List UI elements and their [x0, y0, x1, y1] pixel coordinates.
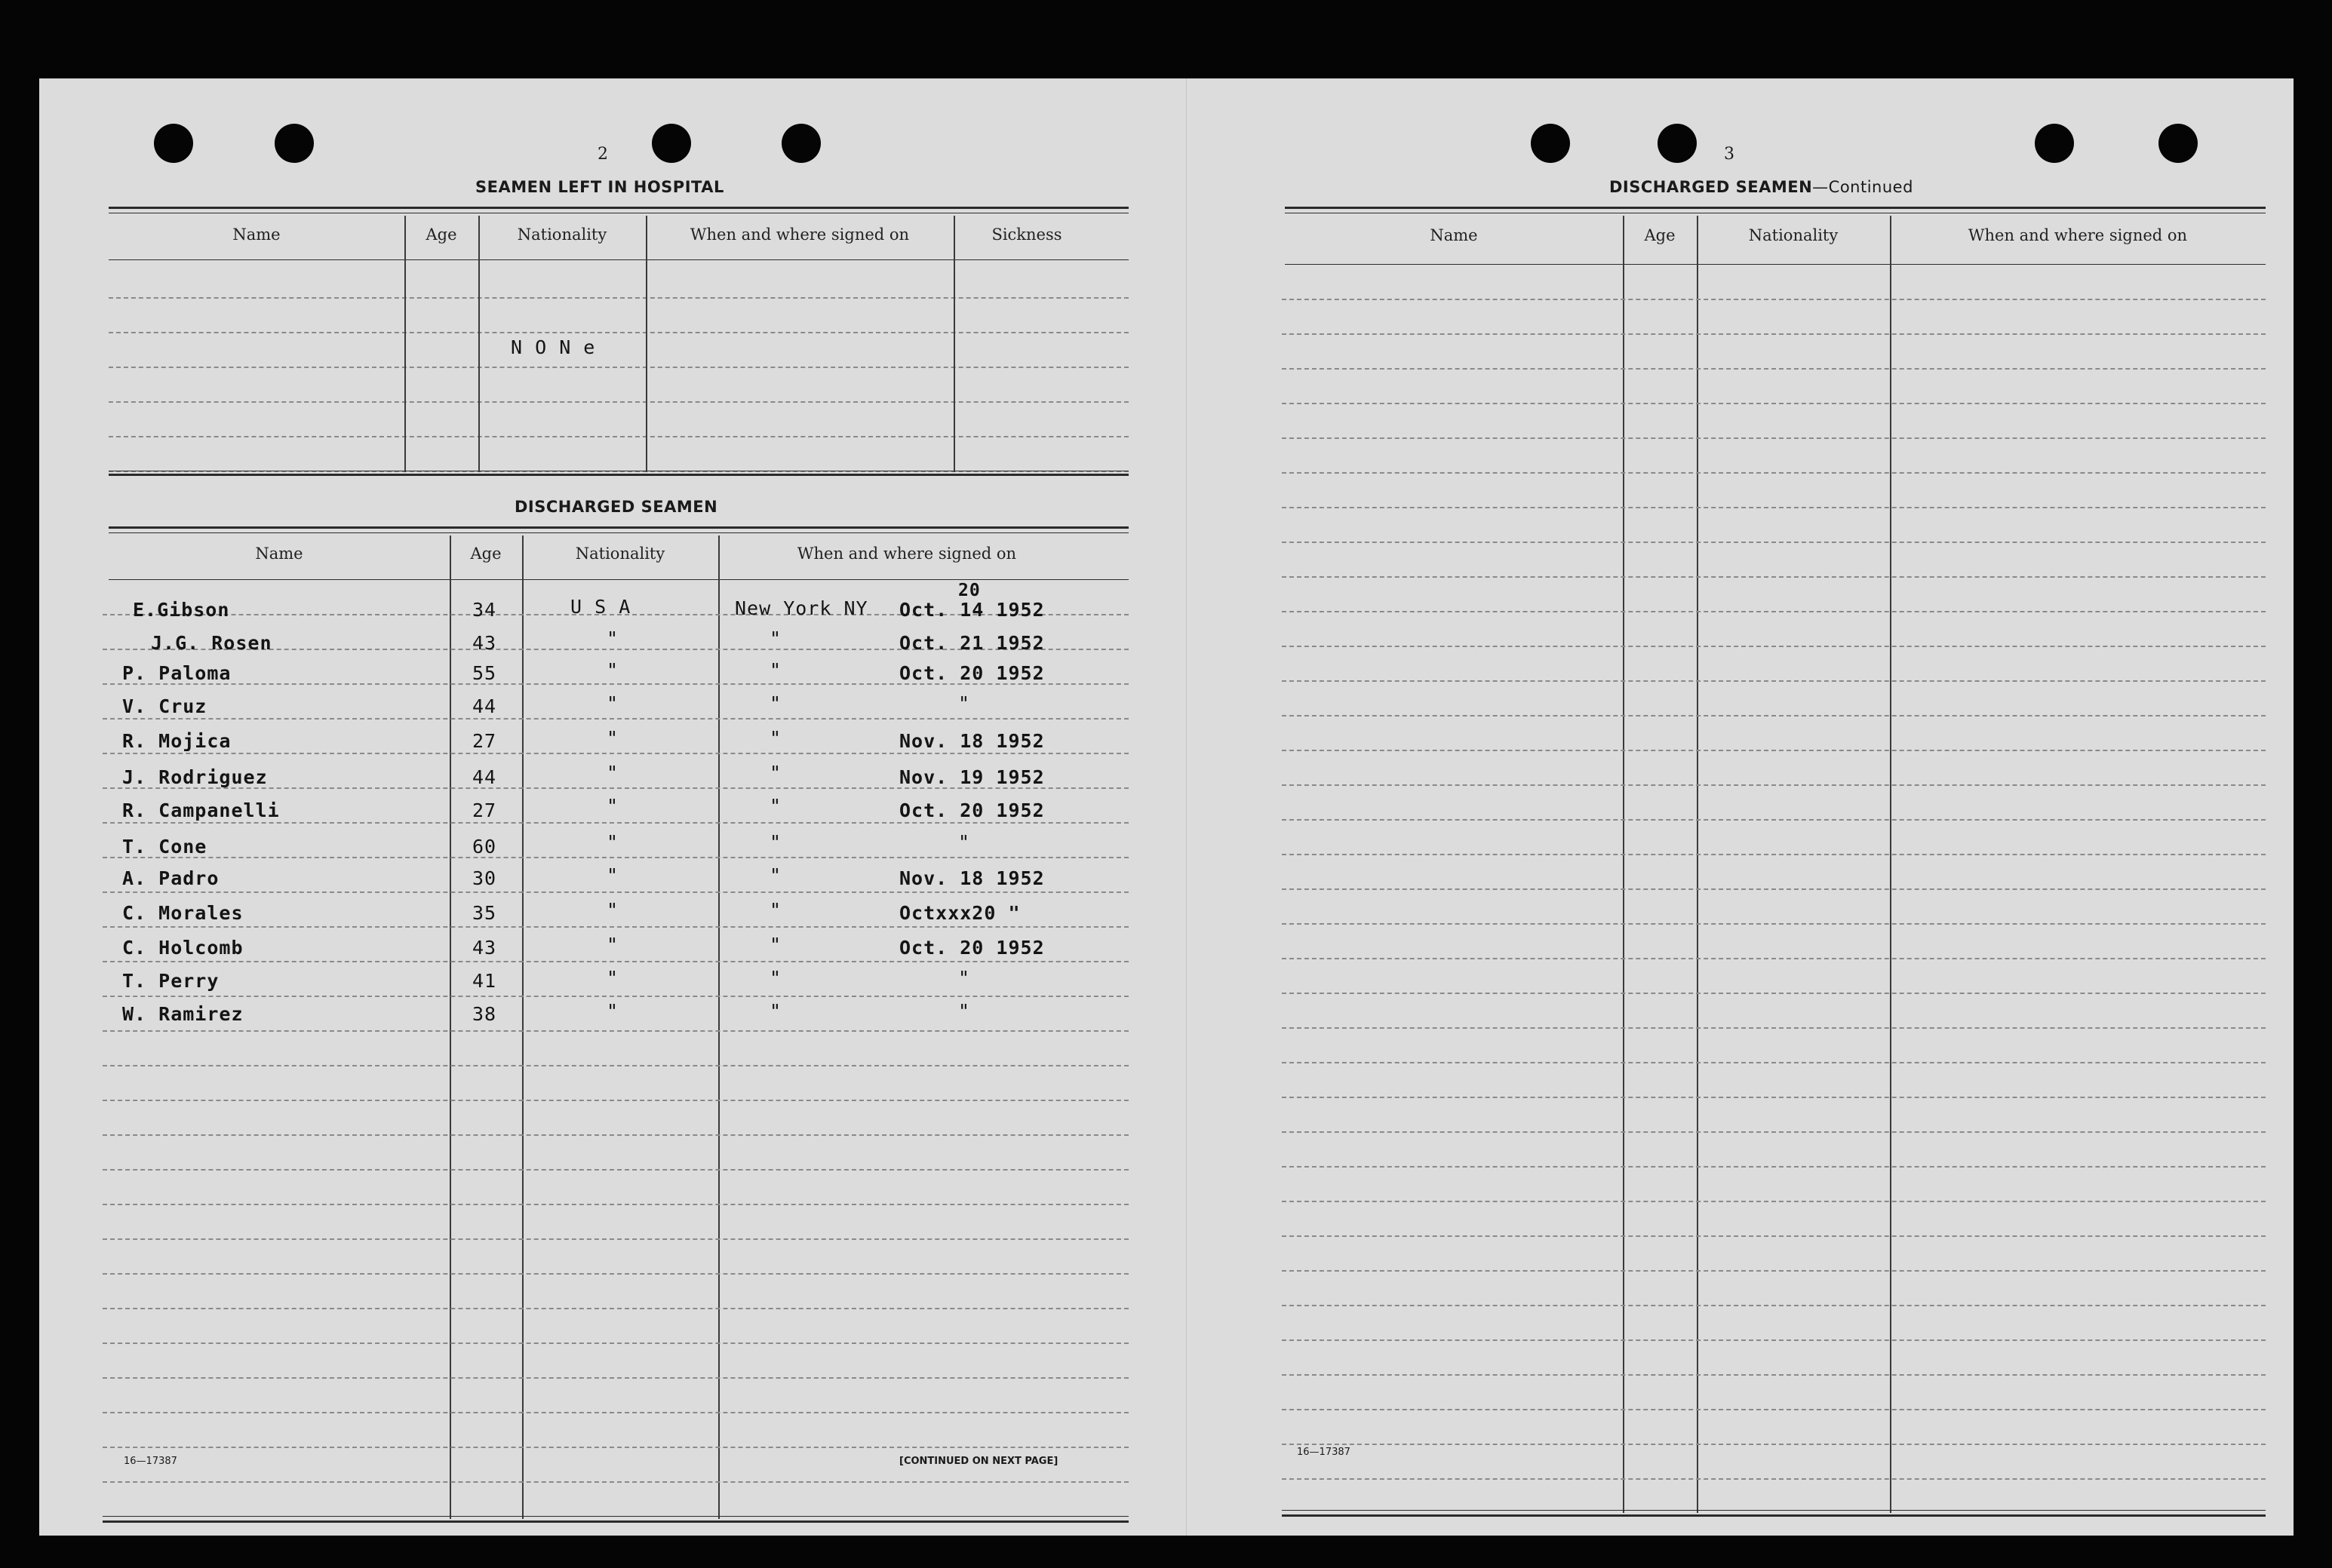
- seaman-name: J.G. Rosen: [151, 632, 272, 654]
- punch-hole: [154, 124, 193, 163]
- hospital-header-signed-on: When and where signed on: [690, 226, 910, 244]
- discharged-header-name: Name: [255, 545, 303, 563]
- seaman-signed-place: ": [770, 727, 782, 749]
- seaman-age: 38: [472, 1003, 497, 1025]
- discharged-title: DISCHARGED SEAMEN: [515, 498, 718, 516]
- seaman-name: P. Paloma: [122, 662, 232, 684]
- seaman-signed-date: Nov. 18 1952: [899, 730, 1045, 752]
- hospital-header-age: Age: [426, 226, 457, 244]
- form-number: 16—17387: [124, 1456, 177, 1467]
- discharged-header-nationality: Nationality: [575, 545, 665, 563]
- seaman-nationality: ": [607, 864, 619, 886]
- seaman-name: R. Campanelli: [122, 799, 280, 821]
- seaman-signed-date: Octxxx20 ": [899, 902, 1021, 924]
- seaman-signed-place: ": [770, 934, 782, 956]
- seaman-age: 27: [472, 730, 497, 752]
- seaman-nationality: ": [607, 795, 619, 817]
- seaman-signed-date: Oct. 20 1952: [899, 937, 1045, 959]
- seaman-signed-date: Oct. 14 1952: [899, 599, 1045, 621]
- continued-title-main: DISCHARGED SEAMEN: [1609, 178, 1813, 196]
- page-number: 2: [598, 145, 608, 164]
- seaman-age: 43: [472, 937, 497, 959]
- punch-hole: [782, 124, 821, 163]
- seaman-age: 44: [472, 695, 497, 717]
- seaman-signed-place: ": [770, 762, 782, 784]
- seaman-nationality: ": [607, 628, 619, 649]
- seaman-name: T. Perry: [122, 970, 220, 992]
- seaman-age: 34: [472, 599, 497, 621]
- continued-title-suffix: —Continued: [1812, 178, 1913, 196]
- seaman-signed-date: Oct. 20 1952: [899, 662, 1045, 684]
- hospital-header-nationality: Nationality: [517, 226, 607, 244]
- seaman-signed-place: ": [770, 1000, 782, 1022]
- seaman-signed-date: Oct. 20 1952: [899, 799, 1045, 821]
- discharged-header-age: Age: [470, 545, 502, 563]
- seaman-nationality: ": [607, 831, 619, 853]
- seaman-signed-date-correction: 20: [958, 581, 981, 600]
- seaman-age: 55: [472, 662, 497, 684]
- continued-note: [CONTINUED ON NEXT PAGE]: [899, 1456, 1058, 1467]
- seaman-age: 60: [472, 836, 497, 858]
- seaman-name: E.Gibson: [133, 599, 230, 621]
- punch-hole: [1531, 124, 1570, 163]
- continued-header-nationality: Nationality: [1748, 226, 1839, 244]
- seaman-age: 27: [472, 799, 497, 821]
- hospital-none-entry: N O N e: [511, 336, 596, 358]
- seaman-signed-place: ": [770, 831, 782, 853]
- seaman-age: 44: [472, 766, 497, 788]
- seaman-signed-date: Oct. 21 1952: [899, 632, 1045, 654]
- seaman-name: T. Cone: [122, 836, 207, 858]
- seaman-age: 41: [472, 970, 497, 992]
- form-number: 16—17387: [1297, 1447, 1350, 1458]
- seaman-signed-date: Nov. 18 1952: [899, 867, 1045, 889]
- continued-header-name: Name: [1430, 226, 1478, 244]
- page-number: 3: [1724, 145, 1734, 164]
- continued-header-age: Age: [1644, 226, 1676, 244]
- seaman-nationality: U S A: [570, 596, 631, 618]
- seaman-age: 35: [472, 902, 497, 924]
- seaman-signed-date: ": [958, 967, 971, 989]
- discharged-header-signed-on: When and where signed on: [797, 545, 1017, 563]
- punch-hole: [275, 124, 314, 163]
- seaman-signed-place: ": [770, 899, 782, 921]
- seaman-age: 43: [472, 632, 497, 654]
- seaman-signed-place: ": [770, 795, 782, 817]
- seaman-name: V. Cruz: [122, 695, 207, 717]
- seaman-signed-date: Nov. 19 1952: [899, 766, 1045, 788]
- continued-title: [1609, 178, 1913, 196]
- seaman-name: C. Morales: [122, 902, 244, 924]
- hospital-title: SEAMEN LEFT IN HOSPITAL: [475, 178, 724, 196]
- seaman-name: A. Padro: [122, 867, 220, 889]
- document-spread: [39, 78, 2294, 1536]
- seaman-signed-date: ": [958, 831, 971, 853]
- left-page: [39, 78, 1186, 1536]
- right-page: [1186, 78, 2294, 1536]
- continued-header-signed-on: When and where signed on: [1968, 226, 2188, 244]
- seaman-name: J. Rodriguez: [122, 766, 268, 788]
- seaman-signed-place: ": [770, 864, 782, 886]
- seaman-nationality: ": [607, 967, 619, 989]
- seaman-signed-place: ": [770, 628, 782, 649]
- seaman-nationality: ": [607, 692, 619, 714]
- hospital-header-name: Name: [232, 226, 281, 244]
- punch-hole: [2158, 124, 2198, 163]
- seaman-signed-place: ": [770, 967, 782, 989]
- seaman-signed-date: ": [958, 692, 971, 714]
- seaman-name: R. Mojica: [122, 730, 232, 752]
- seaman-nationality: ": [607, 727, 619, 749]
- seaman-name: W. Ramirez: [122, 1003, 244, 1025]
- seaman-signed-place: ": [770, 659, 782, 681]
- seaman-nationality: ": [607, 899, 619, 921]
- seaman-name: C. Holcomb: [122, 937, 244, 959]
- punch-hole: [652, 124, 691, 163]
- seaman-nationality: ": [607, 934, 619, 956]
- seaman-signed-place: ": [770, 692, 782, 714]
- seaman-nationality: ": [607, 762, 619, 784]
- seaman-signed-date: ": [958, 1000, 971, 1022]
- seaman-signed-place: New York NY: [735, 597, 868, 619]
- seaman-nationality: ": [607, 659, 619, 681]
- punch-hole: [1658, 124, 1697, 163]
- hospital-header-sickness: Sickness: [991, 226, 1062, 244]
- seaman-nationality: ": [607, 1000, 619, 1022]
- seaman-age: 30: [472, 867, 497, 889]
- punch-hole: [2035, 124, 2074, 163]
